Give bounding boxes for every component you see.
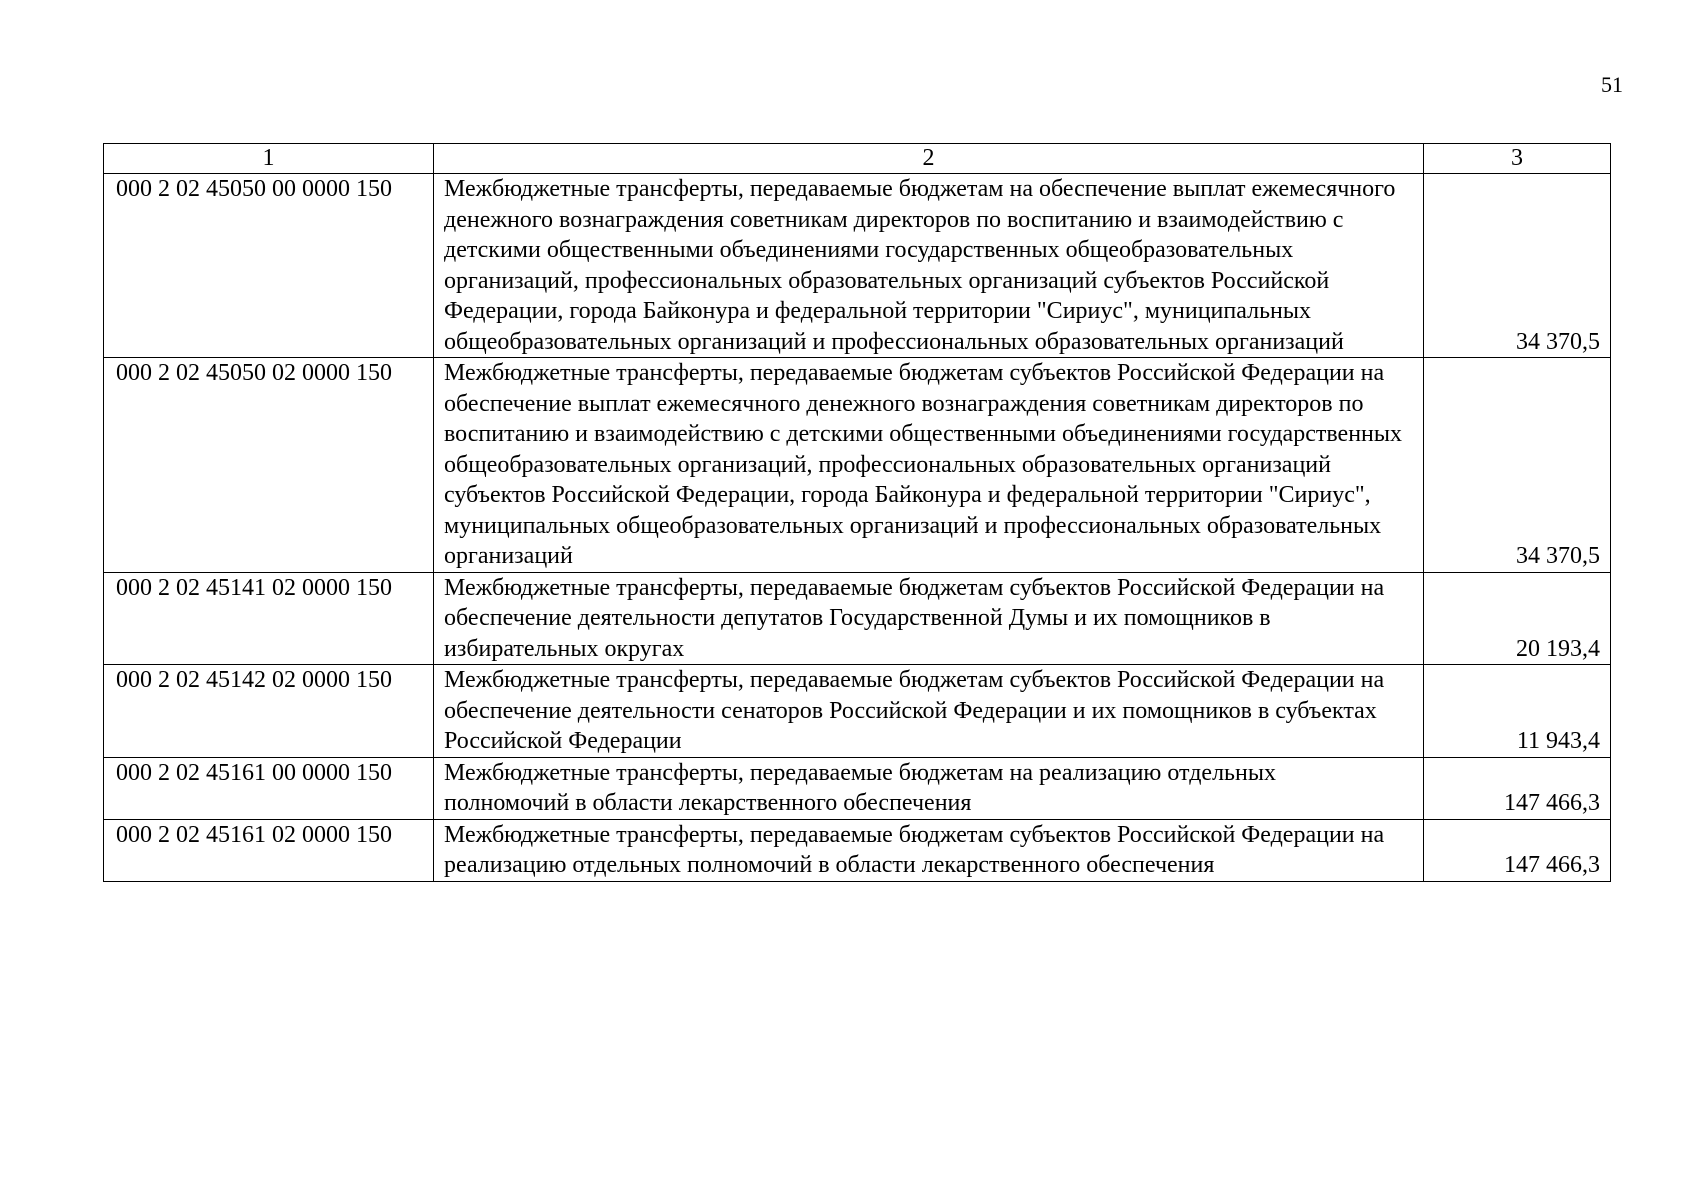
table-row bbox=[104, 819, 1611, 881]
header-cell-description: 2 bbox=[434, 144, 1424, 174]
amount-cell: 34 370,5 bbox=[1424, 358, 1611, 573]
description-cell: Межбюджетные трансферты, передаваемые бюджетам субъектов Российской Федерации на обеспечение выплат ежемесячного денежного вознаграждения советникам директоров по воспитанию и взаимодействию с детскими общественными объединениями государственных общеобразовательных организаций, профессиональных образовательных организаций субъектов Российской Федерации, города Байконура и федеральной территории "Сириус", муниципальных общеобразовательных организаций и профессиональных образовательных организаций bbox=[434, 358, 1424, 573]
code-cell: 000 2 02 45050 02 0000 150 bbox=[104, 358, 434, 573]
header-cell-amount: 3 bbox=[1424, 144, 1611, 174]
amount-cell: 20 193,4 bbox=[1424, 572, 1611, 665]
header-row bbox=[104, 144, 1611, 174]
amount-cell: 34 370,5 bbox=[1424, 174, 1611, 358]
description-cell: Межбюджетные трансферты, передаваемые бюджетам на обеспечение выплат ежемесячного денежного вознаграждения советникам директоров по воспитанию и взаимодействию с детскими общественными объединениями государственных общеобразовательных организаций, профессиональных образовательных организаций субъектов Российской Федерации, города Байконура и федеральной территории "Сириус", муниципальных общеобразовательных организаций и профессиональных образовательных организаций bbox=[434, 174, 1424, 358]
table-row bbox=[104, 757, 1611, 819]
header-cell-code: 1 bbox=[104, 144, 434, 174]
table-row bbox=[104, 665, 1611, 758]
code-cell: 000 2 02 45141 02 0000 150 bbox=[104, 572, 434, 665]
table-row bbox=[104, 572, 1611, 665]
amount-cell: 147 466,3 bbox=[1424, 819, 1611, 881]
description-cell: Межбюджетные трансферты, передаваемые бюджетам на реализацию отдельных полномочий в области лекарственного обеспечения bbox=[434, 757, 1424, 819]
description-cell: Межбюджетные трансферты, передаваемые бюджетам субъектов Российской Федерации на реализацию отдельных полномочий в области лекарственного обеспечения bbox=[434, 819, 1424, 881]
amount-cell: 147 466,3 bbox=[1424, 757, 1611, 819]
code-cell: 000 2 02 45161 02 0000 150 bbox=[104, 819, 434, 881]
description-cell: Межбюджетные трансферты, передаваемые бюджетам субъектов Российской Федерации на обеспечение деятельности сенаторов Российской Федерации и их помощников в субъектах Российской Федерации bbox=[434, 665, 1424, 758]
code-cell: 000 2 02 45050 00 0000 150 bbox=[104, 174, 434, 358]
amount-cell: 11 943,4 bbox=[1424, 665, 1611, 758]
page-number: 51 bbox=[1601, 72, 1623, 97]
budget-table bbox=[103, 143, 1611, 882]
table-row bbox=[104, 358, 1611, 573]
table-row bbox=[104, 174, 1611, 358]
description-cell: Межбюджетные трансферты, передаваемые бюджетам субъектов Российской Федерации на обеспечение деятельности депутатов Государственной Думы и их помощников в избирательных округах bbox=[434, 572, 1424, 665]
code-cell: 000 2 02 45161 00 0000 150 bbox=[104, 757, 434, 819]
code-cell: 000 2 02 45142 02 0000 150 bbox=[104, 665, 434, 758]
